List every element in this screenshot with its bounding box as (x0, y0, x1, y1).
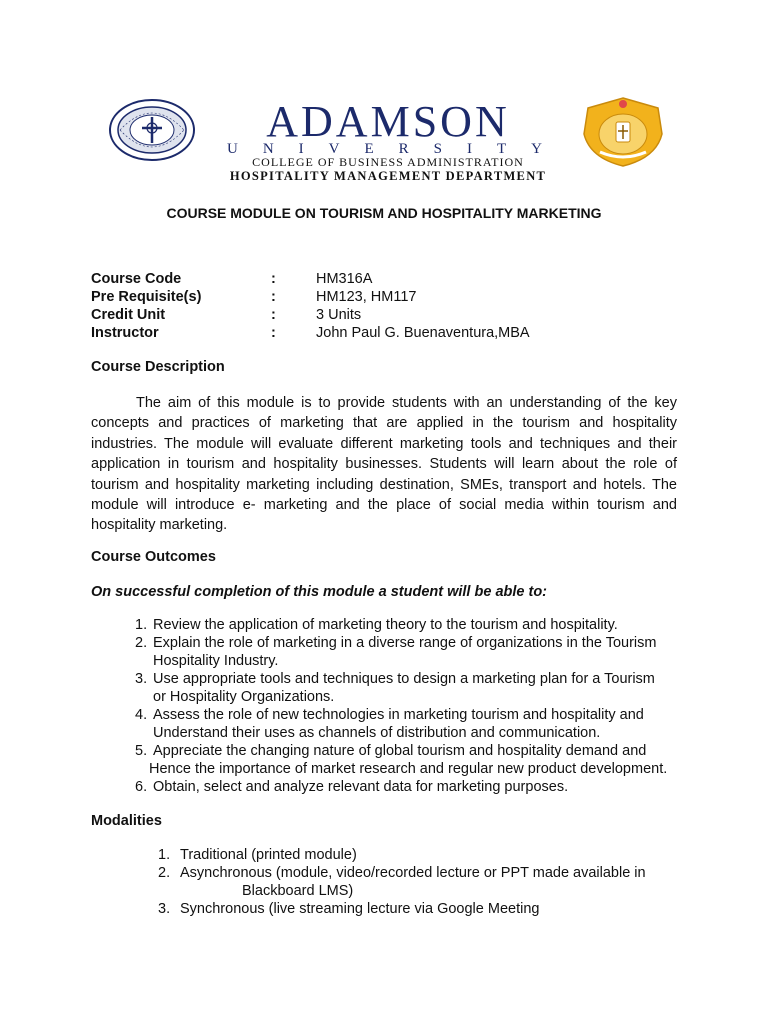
university-word: UNIVERSITY (227, 141, 567, 157)
list-item (158, 900, 698, 918)
outcomes-list (135, 616, 695, 796)
item-number: 2. (135, 635, 148, 651)
modalities-heading: Modalities (91, 813, 162, 829)
item-text: Appreciate the changing nature of global tourism and hospitality demand and (153, 743, 647, 759)
item-number: 5. (135, 743, 148, 759)
info-label: Instructor (91, 325, 159, 341)
university-name: ADAMSON (266, 97, 510, 146)
item-number: 3. (158, 901, 171, 917)
info-value: HM123, HM117 (316, 289, 417, 305)
item-text: Use appropriate tools and techniques to design a marketing plan for a Tourism (153, 671, 655, 687)
university-seal-logo (108, 98, 196, 162)
item-text-cont: Hospitality Industry. (153, 653, 279, 669)
course-description-text: The aim of this module is to provide students with an understanding of the key concepts and practices of marketing that are applied in the tourism and hospitality industries. The module will evaluate different marketing tools and techniques and their application in tourism and hospitality businesses. Students will learn about the role of tourism and hospitality marketing including destination, SMEs, transport and hotels. The module will introduce e- marketing and the place of social media within tourism and hospitality marketing. (91, 395, 677, 534)
list-item (135, 616, 695, 634)
info-label: Course Code (91, 271, 182, 287)
item-text-cont: Blackboard LMS) (242, 883, 354, 899)
instructor-row (91, 324, 691, 342)
info-colon: : (271, 325, 276, 341)
list-item (158, 864, 698, 900)
item-text: Assess the role of new technologies in marketing tourism and hospitality and (153, 707, 644, 723)
info-value: 3 Units (316, 307, 362, 323)
item-text: Asynchronous (module, video/recorded lecture or PPT made available in (180, 865, 646, 881)
item-text-cont: Understand their uses as channels of distribution and communication. (153, 725, 601, 741)
item-text: Synchronous (live streaming lecture via Google Meeting (180, 901, 540, 917)
info-value: HM316A (316, 271, 373, 287)
list-item (135, 706, 695, 742)
item-text-cont: or Hospitality Organizations. (153, 689, 335, 705)
info-label: Pre Requisite(s) (91, 289, 202, 305)
item-number: 1. (158, 847, 171, 863)
modalities-list (158, 846, 698, 918)
item-number: 2. (158, 865, 171, 881)
info-value: John Paul G. Buenaventura,MBA (316, 325, 530, 341)
info-colon: : (271, 271, 276, 287)
item-number: 1. (135, 617, 148, 633)
credit-unit-row (91, 306, 691, 324)
list-item (135, 670, 695, 706)
item-number: 4. (135, 707, 148, 723)
department-name: HOSPITALITY MANAGEMENT DEPARTMENT (229, 169, 547, 183)
course-outcomes-heading: Course Outcomes (91, 549, 216, 565)
item-text: Traditional (printed module) (180, 847, 357, 863)
list-item (158, 846, 698, 864)
item-number: 6. (135, 779, 148, 795)
document-title: COURSE MODULE ON TOURISM AND HOSPITALITY MARKETING (166, 205, 602, 221)
item-text-cont: Hence the importance of market research and regular new product development. (149, 761, 668, 777)
info-colon: : (271, 307, 276, 323)
prerequisite-row (91, 288, 691, 306)
course-code-row (91, 270, 691, 288)
college-name: COLLEGE OF BUSINESS ADMINISTRATION (252, 155, 524, 169)
course-info-table (91, 270, 691, 342)
item-number: 3. (135, 671, 148, 687)
department-seal-logo (578, 94, 668, 168)
info-colon: : (271, 289, 276, 305)
item-text: Obtain, select and analyze relevant data for marketing purposes. (153, 779, 569, 795)
course-description-heading: Course Description (91, 359, 225, 375)
info-label: Credit Unit (91, 307, 166, 323)
item-text: Review the application of marketing theory to the tourism and hospitality. (153, 617, 618, 633)
outcomes-intro: On successful completion of this module a student will be able to: (91, 584, 547, 600)
item-text: Explain the role of marketing in a diverse range of organizations in the Tourism (153, 635, 657, 651)
list-item (135, 778, 695, 796)
list-item (135, 742, 695, 778)
list-item (135, 634, 695, 670)
letterhead-wordmark (198, 97, 578, 183)
